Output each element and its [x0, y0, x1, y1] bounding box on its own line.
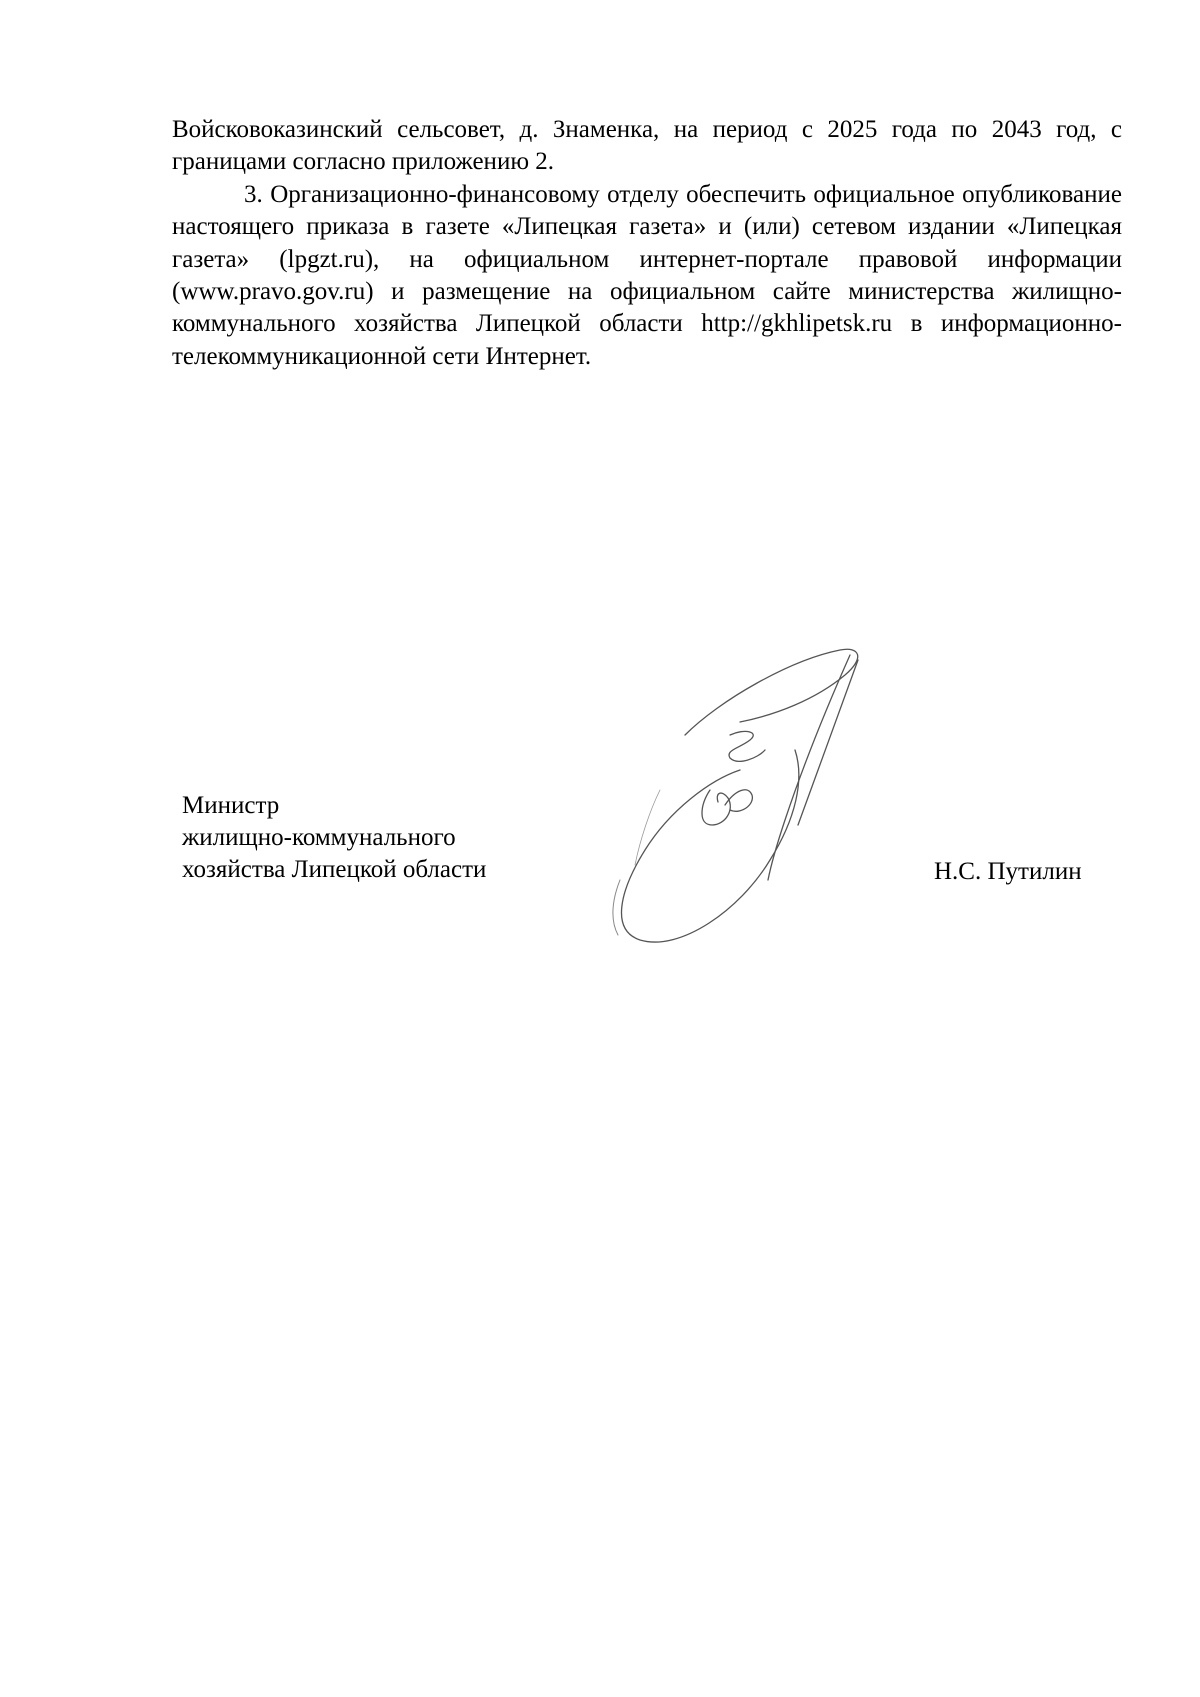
document-body [172, 114, 1122, 373]
paragraph-item-3: 3. Организационно-финансовому отделу обеспечить официальное опубликование настоящего приказа в газете «Липецкая газета» и (или) сетевом издании «Липецкая газета» (lpgzt.ru), на официальном интернет-портале правовой информации (www.pravo.gov.ru) и размещение на официальном сайте министерства жилищно-коммунального хозяйства Липецкой области http://gkhlipetsk.ru в информационно-телекоммуникационной сети Интернет. [172, 180, 1122, 370]
position-line-2: жилищно-коммунального [182, 824, 456, 851]
paragraph-continuation: Войсковоказинский сельсовет, д. Знаменка, на период с 2025 года по 2043 год, с границами согласно приложению 2. [172, 116, 1122, 176]
position-line-1: Министр [182, 792, 280, 819]
handwritten-signature [590, 640, 920, 970]
signatory-position [182, 790, 486, 886]
position-line-3: хозяйства Липецкой области [182, 856, 487, 883]
signatory-name: Н.С. Путилин [934, 858, 1082, 885]
